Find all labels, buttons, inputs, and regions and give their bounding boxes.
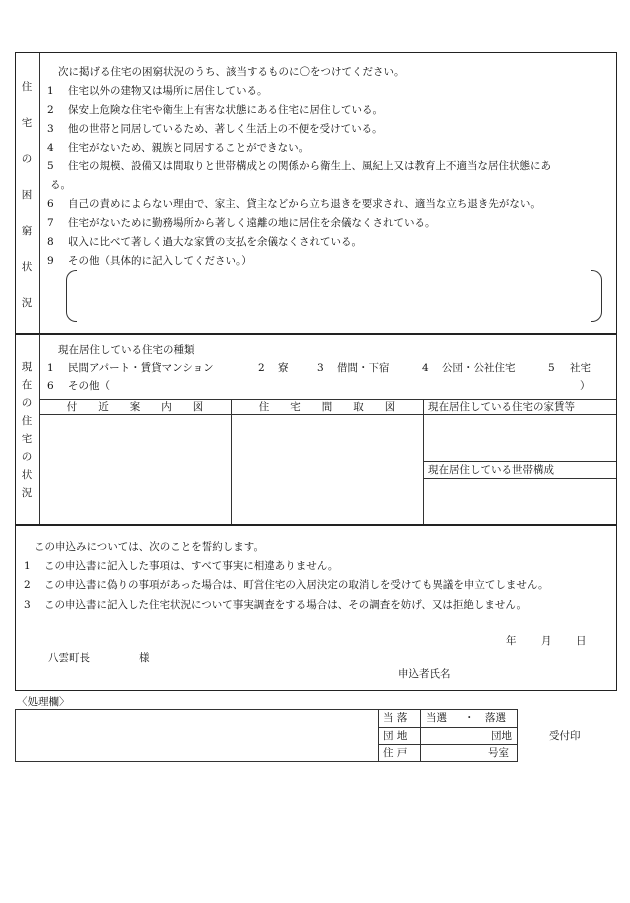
election-result-lost[interactable]: 落選: [485, 712, 506, 724]
pledge-number: 2: [24, 579, 31, 591]
grid-line: [39, 399, 616, 400]
item-text: 住宅がないために勤務場所から著しく遠離の地に居住を余儀なくされている。: [68, 217, 436, 229]
processing-row-label: 団 地: [383, 730, 408, 742]
item-text: 他の世帯と同居しているため、著しく生活上の不便を受けている。: [68, 123, 383, 135]
floorplan-field[interactable]: [232, 415, 422, 524]
household-field[interactable]: [424, 479, 615, 524]
housing-type-heading: 現在居住している住宅の種類: [58, 344, 195, 356]
date-day-label: 日: [576, 635, 587, 647]
item-text: 住宅がないため、親族と同居することができない。: [68, 142, 310, 154]
complex-field-suffix: 団地: [491, 730, 512, 742]
grid-line: [378, 709, 379, 762]
current-housing-side-label: [15, 362, 39, 502]
rent-field[interactable]: [424, 415, 615, 460]
side-char: 住: [21, 81, 33, 93]
housing-type-number: 5: [548, 362, 555, 374]
item-number: 8: [47, 236, 54, 248]
section-divider: [39, 53, 40, 334]
pledge-text: この申込書に偽りの事項があった場合は、町営住宅の入居決定の取消しを受けても異議を申立てしません。: [44, 579, 549, 591]
side-char: 状: [21, 469, 33, 481]
side-char: の: [21, 451, 33, 463]
side-char: 状: [21, 261, 33, 273]
housing-type-number: 6: [47, 380, 54, 392]
housing-type-other-close: ）: [580, 380, 591, 392]
election-result-separator: ・: [464, 712, 475, 724]
item-number: 7: [47, 217, 54, 229]
grid-line: [378, 727, 518, 728]
item-text: 住宅の規模、設備又は間取りと世帯構成との関係から衛生上、風紀上又は教育上不適当な居住状態にあ: [68, 160, 551, 172]
date-month-label: 月: [541, 635, 552, 647]
item-text: その他（具体的に記入してください。）: [68, 255, 252, 267]
processing-row-label: 住 戸: [383, 747, 408, 759]
housing-type-number: 2: [258, 362, 265, 374]
pledge-number: 1: [24, 560, 31, 572]
other-details-input[interactable]: [66, 270, 602, 322]
housing-type-option[interactable]: 社宅: [570, 362, 591, 374]
applicant-name-label: 申込者氏名: [398, 668, 451, 680]
housing-type-other-option[interactable]: その他（: [68, 380, 110, 392]
housing-type-number: 1: [47, 362, 54, 374]
grid-line: [378, 744, 518, 745]
date-year-label: 年: [506, 635, 517, 647]
item-text: 収入に比べて著しく過大な家賃の支払を余儀なくされている。: [68, 236, 362, 248]
side-char: 住: [21, 415, 33, 427]
rent-header: 現在居住している住宅の家賃等: [428, 401, 575, 413]
item-number: 1: [47, 85, 54, 97]
item-number: 2: [47, 104, 54, 116]
side-char: の: [21, 153, 33, 165]
item-number: 4: [47, 142, 54, 154]
item-number: 9: [47, 255, 54, 267]
side-char: 宅: [21, 117, 33, 129]
housing-type-option[interactable]: 公団・公社住宅: [442, 362, 516, 374]
item-text: 保安上危険な住宅や衛生上有害な状態にある住宅に居住している。: [68, 104, 383, 116]
housing-type-number: 4: [422, 362, 429, 374]
item-text-continued: る。: [50, 179, 71, 191]
item-text: 住宅以外の建物又は場所に居住している。: [68, 85, 268, 97]
floorplan-header: 住 宅 間 取 図: [258, 401, 396, 413]
housing-difficulty-side-label: [15, 82, 39, 312]
side-char: 宅: [21, 433, 33, 445]
side-char: の: [21, 397, 33, 409]
pledge-text: この申込書に記入した住宅状況について事実調査をする場合は、その調査を妨げ、又は拒絶しません。: [44, 599, 527, 611]
side-char: 困: [21, 189, 33, 201]
grid-line: [423, 461, 616, 462]
nearby-map-header: 付 近 案 内 図: [66, 401, 204, 413]
pledge-intro: この申込みについては、次のことを誓約します。: [34, 541, 264, 553]
pledge-number: 3: [24, 599, 31, 611]
processing-row-label: 当 落: [383, 712, 408, 724]
unit-field-suffix: 号室: [488, 747, 509, 759]
item-number: 6: [47, 198, 54, 210]
addressee-honorific: 様: [139, 652, 150, 664]
side-char: 窮: [21, 225, 33, 237]
processing-notes-field[interactable]: [16, 710, 377, 761]
housing-type-option[interactable]: 民間アパート・賃貸マンション: [68, 362, 214, 374]
pledge-text: この申込書に記入した事項は、すべて事実に相違ありません。: [44, 560, 339, 572]
item-number: 5: [47, 160, 54, 172]
housing-type-option[interactable]: 寮: [278, 362, 289, 374]
nearby-map-field[interactable]: [40, 415, 230, 524]
housing-type-option[interactable]: 借間・下宿: [337, 362, 390, 374]
side-char: 在: [21, 379, 33, 391]
housing-difficulty-intro: 次に掲げる住宅の困窮状況のうち、該当するものに〇をつけてください。: [58, 66, 405, 78]
side-char: 況: [21, 297, 33, 309]
addressee: 八雲町長: [48, 652, 90, 664]
side-char: 況: [21, 487, 33, 499]
side-char: 現: [21, 361, 33, 373]
reception-stamp-label: 受付印: [549, 730, 581, 742]
housing-type-number: 3: [317, 362, 324, 374]
grid-line: [420, 709, 421, 762]
election-result-won[interactable]: 当選: [426, 712, 447, 724]
item-text: 自己の責めによらない理由で、家主、貸主などから立ち退きを要求され、適当な立ち退き先がない。: [68, 198, 541, 210]
household-header: 現在居住している世帯構成: [428, 464, 554, 476]
item-number: 3: [47, 123, 54, 135]
processing-title: 〈処理欄〉: [17, 696, 70, 708]
